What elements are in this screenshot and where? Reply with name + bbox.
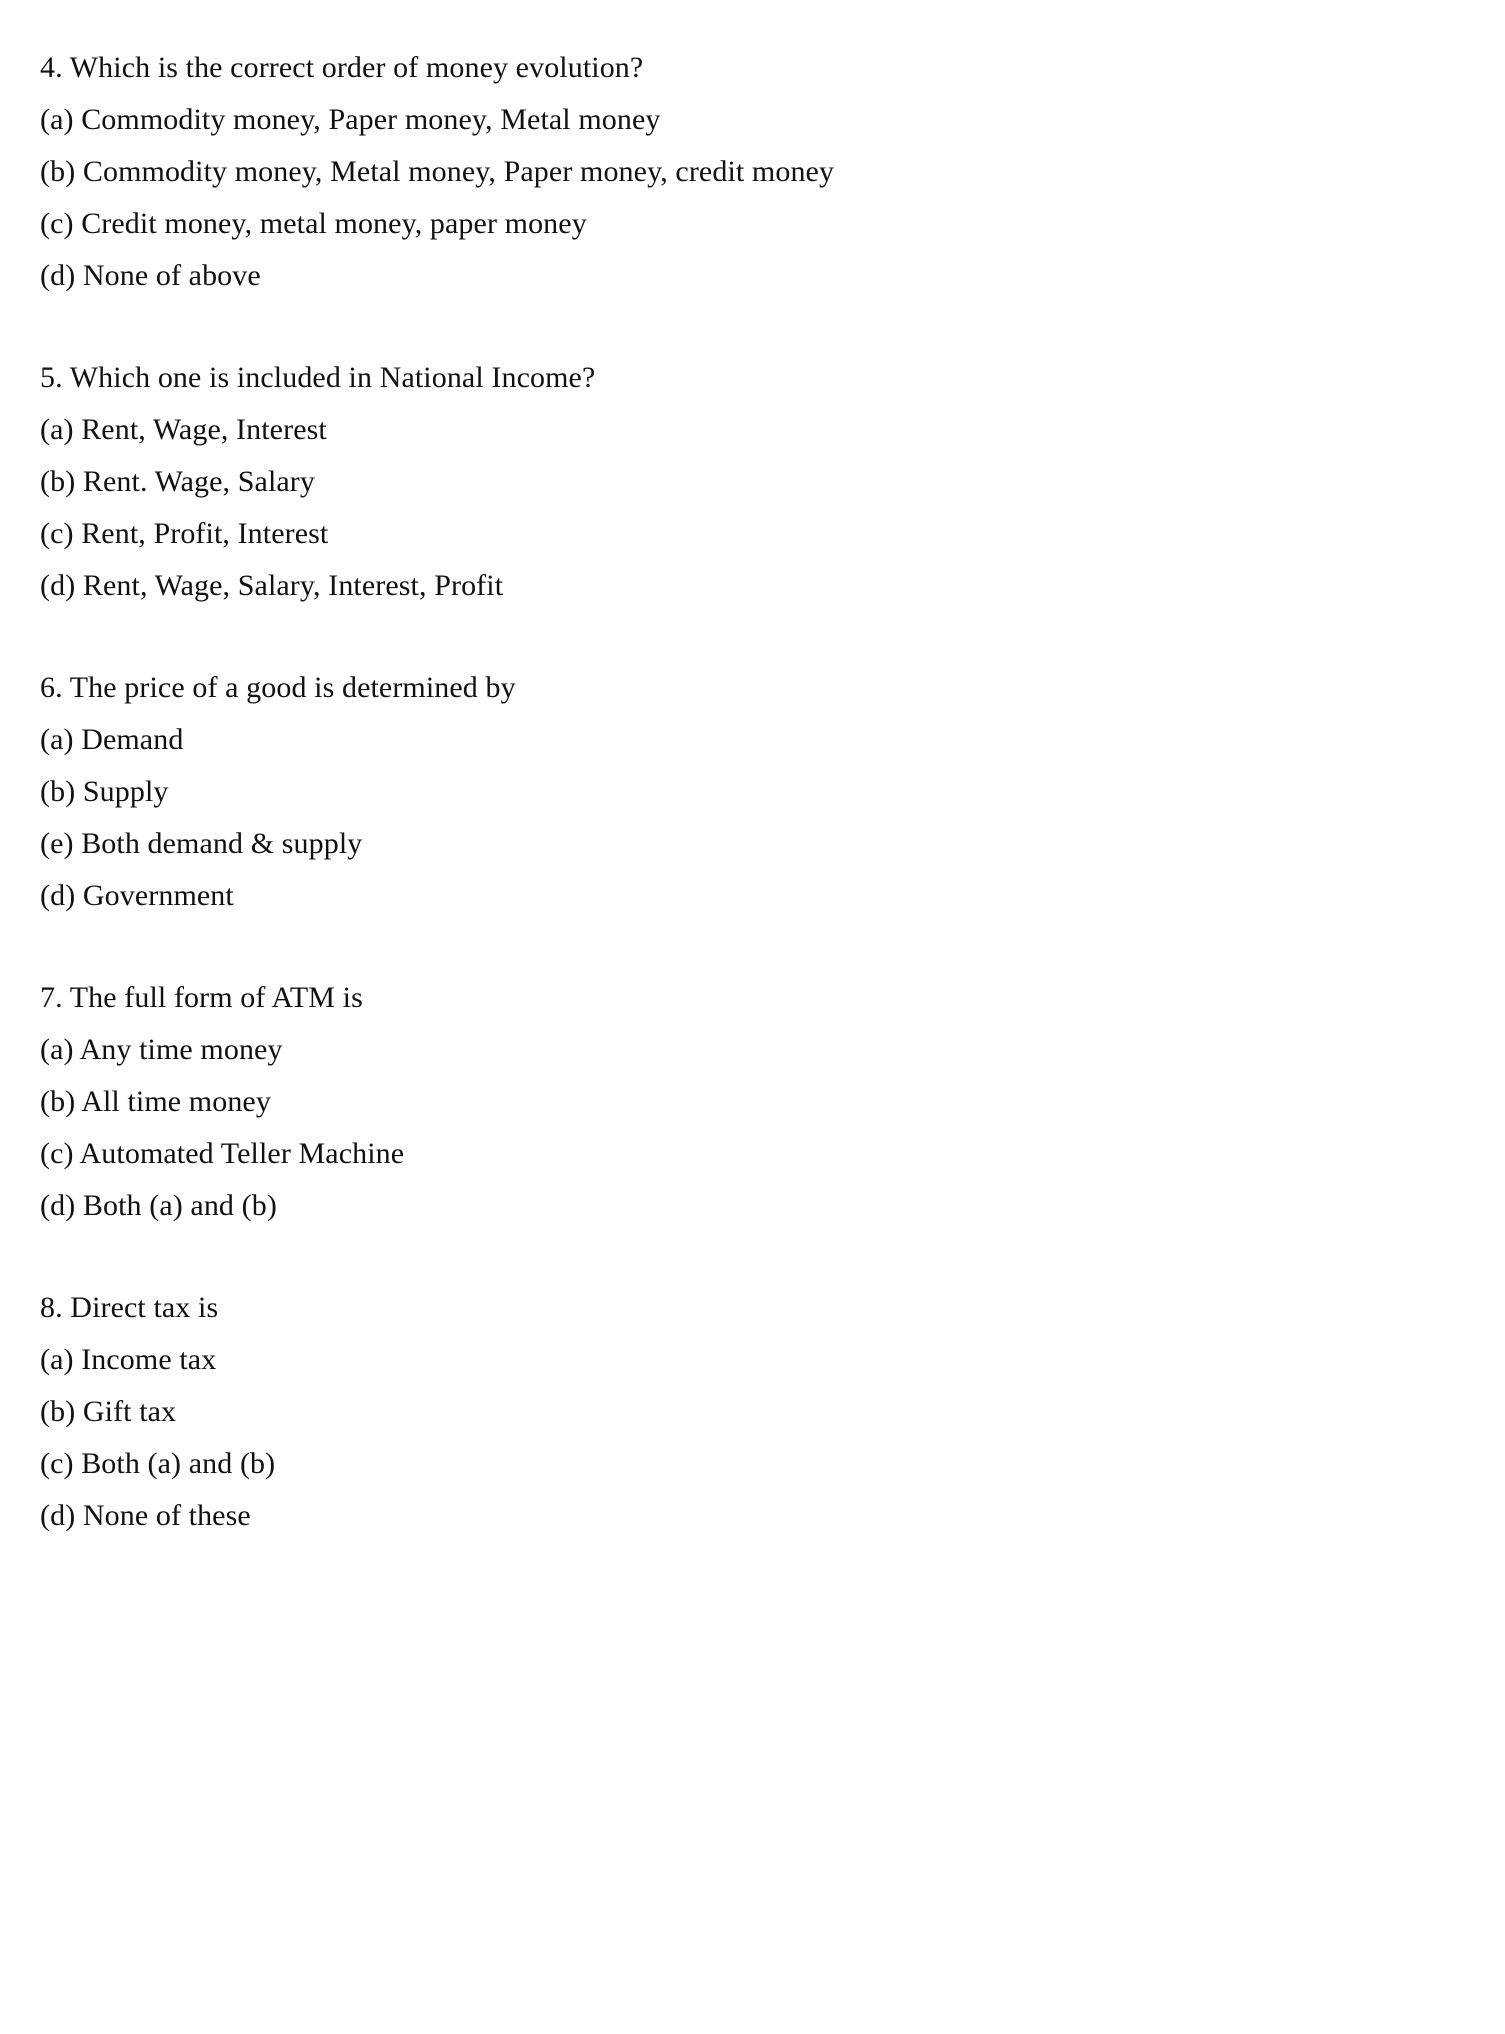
option-item[interactable]: (b) Commodity money, Metal money, Paper money, credit money <box>40 155 835 188</box>
option-item[interactable]: (c) Automated Teller Machine <box>40 1137 405 1170</box>
options-list <box>40 404 1465 612</box>
option-item[interactable]: (b) Rent. Wage, Salary <box>40 465 315 498</box>
option-item[interactable]: (a) Income tax <box>40 1343 217 1376</box>
question-stem: 8. Direct tax is <box>40 1291 219 1324</box>
question-block-6 <box>40 662 1465 922</box>
options-list <box>40 1024 1465 1232</box>
option-item[interactable]: (c) Both (a) and (b) <box>40 1447 276 1480</box>
option-item[interactable]: (c) Rent, Profit, Interest <box>40 517 329 550</box>
option-item[interactable]: (b) All time money <box>40 1085 271 1118</box>
options-list <box>40 94 1465 302</box>
option-item[interactable]: (e) Both demand & supply <box>40 827 363 860</box>
option-item[interactable]: (d) None of above <box>40 259 261 292</box>
option-item[interactable]: (a) Rent, Wage, Interest <box>40 413 327 446</box>
question-stem: 4. Which is the correct order of money evolution? <box>40 51 644 84</box>
option-item[interactable]: (d) Both (a) and (b) <box>40 1189 277 1222</box>
option-item[interactable]: (d) Government <box>40 879 234 912</box>
question-block-4 <box>40 42 1465 302</box>
option-item[interactable]: (a) Any time money <box>40 1033 283 1066</box>
question-stem: 6. The price of a good is determined by <box>40 671 516 704</box>
question-stem: 5. Which one is included in National Income? <box>40 361 596 394</box>
question-block-7 <box>40 972 1465 1232</box>
option-item[interactable]: (d) Rent, Wage, Salary, Interest, Profit <box>40 569 504 602</box>
options-list <box>40 1334 1465 1542</box>
option-item[interactable]: (b) Supply <box>40 775 169 808</box>
question-block-8 <box>40 1282 1465 1542</box>
question-stem: 7. The full form of ATM is <box>40 981 363 1014</box>
options-list <box>40 714 1465 922</box>
option-item[interactable]: (d) None of these <box>40 1499 251 1532</box>
option-item[interactable]: (c) Credit money, metal money, paper money <box>40 207 587 240</box>
option-item[interactable]: (a) Demand <box>40 723 184 756</box>
option-item[interactable]: (b) Gift tax <box>40 1395 177 1428</box>
option-item[interactable]: (a) Commodity money, Paper money, Metal money <box>40 103 661 136</box>
question-block-5 <box>40 352 1465 612</box>
